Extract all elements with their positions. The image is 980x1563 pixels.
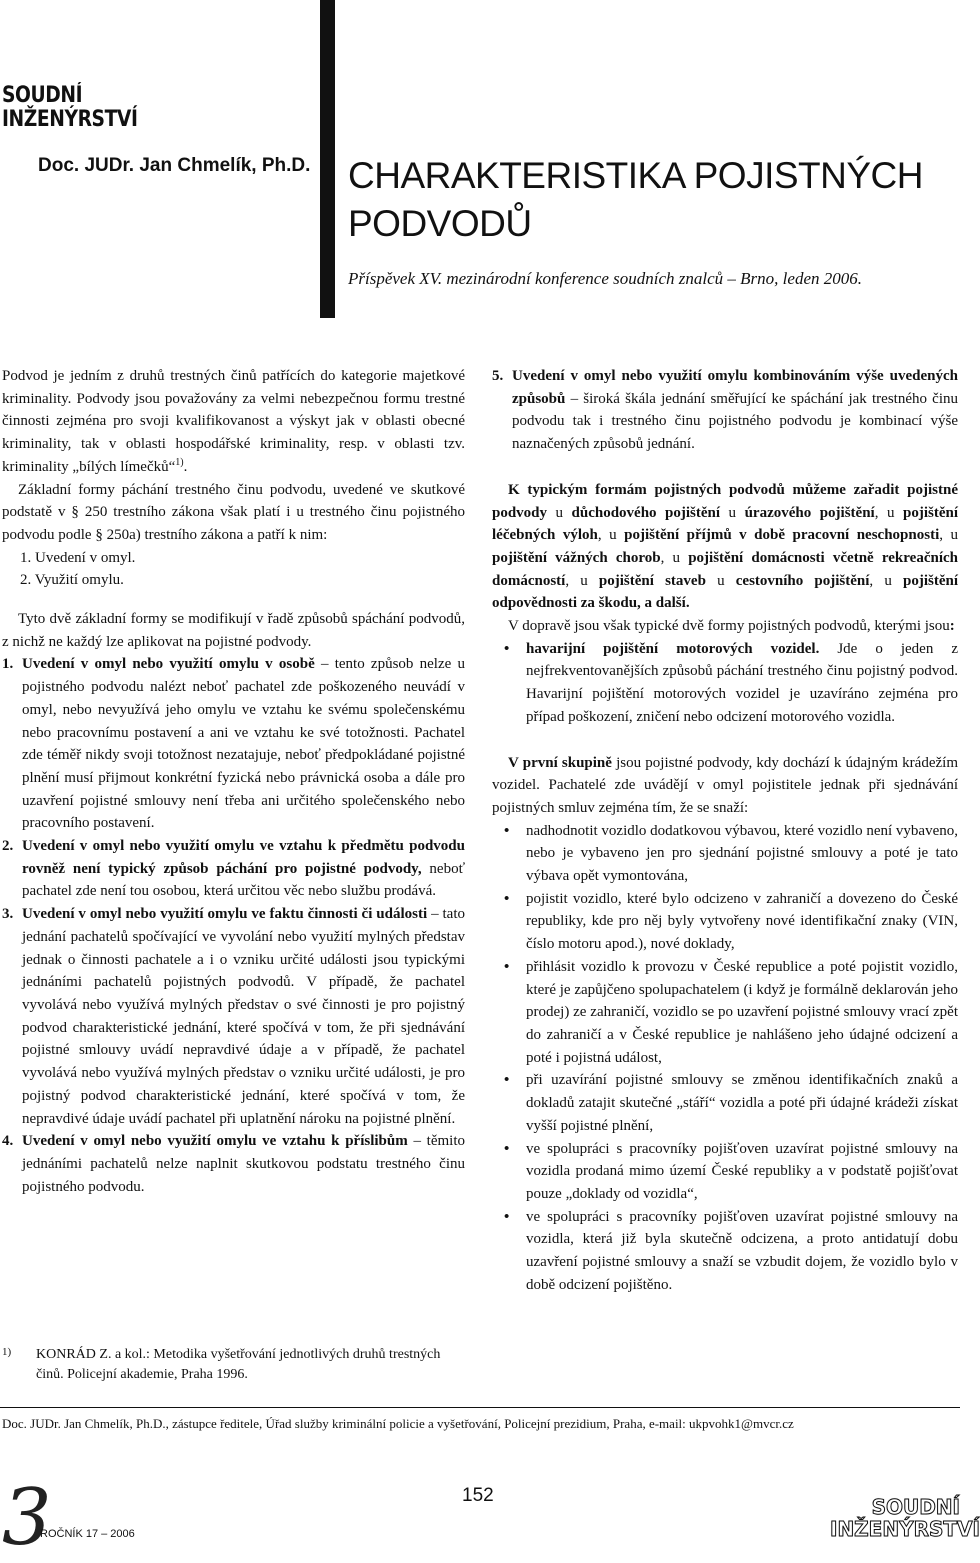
item-body: – tento způsob nelze u pojistného podvodu nalézt neboť pachatel zde poškozeného neuvádí v omyl, nebo nevyužívá jeho omylu ve vztahu ke svému společenskému nebo pracovnímu postavení a ani ve vztahu ke své totožnosti. Pachatel zde téměř nikdy svoji totožnost nezatajuje, neboť předpokládané pojistné plnění musí přijmout konkrétní fyzická nebo právnická osoba a dále pro uzavření pojistné smlouvy není třeba ani určitého společenského nebo pracovního postavení. <box>22 656 465 832</box>
list-item <box>492 1069 958 1137</box>
article-subtitle: Příspěvek XV. mezinárodní konference soudních znalců – Brno, leden 2006. <box>348 269 862 288</box>
group-text: jsou pojistné podvody, kdy dochází k údajným krádežím vozidel. Pachatelé zde uvádějí v omyl pojistitele jednak při sjednávání pojistných smluv zejména tím, že se snaží: <box>492 754 958 816</box>
bullet-icon: • <box>504 1140 510 1157</box>
intro-paragraph <box>2 365 465 479</box>
item-text <box>22 835 465 903</box>
item-number: 4. <box>2 1133 14 1150</box>
typical-form-bold: cestovního pojištění <box>735 572 870 589</box>
numbered-item-3 <box>2 903 465 1130</box>
item-number: 2. <box>2 838 14 855</box>
footnote-ref: 1) <box>175 456 184 468</box>
volume-label: ROČNÍK 17 – 2006 <box>40 1528 135 1540</box>
typical-form-text: , u <box>565 572 599 589</box>
item-number: 3. <box>2 906 14 923</box>
bullet-icon: • <box>504 958 510 975</box>
modification-paragraph: Tyto dvě základní formy se modifikují v řadě způsobů spáchání podvodů, z nichž ne každý lze aplikovat na pojistné podvody. <box>2 611 465 650</box>
intro-text: Podvod je jedním z druhů trestných činů patřících do kategorie majetkové kriminality. Podvody jsou považovány za velmi nebezpečnou formu trestné činnosti zejména pro svoji kvalifikovanost a výskyt jak v oblasti obecné kriminality, tak v oblasti hospodářské kriminality, resp. v oblasti tzv. kriminality „bílých límečků“ <box>2 368 465 475</box>
typical-form-bold: K typickým formám pojistných podvodů můžeme zařadit pojistné podvody <box>492 481 958 521</box>
item-text <box>22 1130 465 1198</box>
typical-form-bold: pojištění odpovědnosti za škodu, a další. <box>492 572 959 612</box>
bullet-text: nadhodnotit vozidlo dodatkovou výbavou, které vozidlo není vybaveno, nebo je vybaveno jen pro sjednání pojistné smlouvy a poté je tato výbava opět vymontována, <box>526 822 958 885</box>
bullet-text: ve spolupráci s pracovníky pojišťoven uzavírat pojistné smlouvy na vozidla prodaná mimo území České republiky a v podstatě pojišťovat pouze „doklady od vozidla“, <box>526 1140 958 1202</box>
transport-text: V dopravě jsou však typické dvě formy pojistných podvodů, kterými jsou <box>508 618 950 635</box>
transport-colon: : <box>949 618 955 635</box>
item-body: – tato jednání pachatelů spočívající ve vyvolání nebo využití mylných představ jednak o činnosti pachatele a i o vzniku určité události jsou typickými jednáními pachatelů pojistných podvodů. V případě, že pachatel vyvolává nebo využívá mylných představ o své činnosti je pro pojistný podvod charakteristické jednání, které spočívá v tom, že při sjednávání pojistné smlouvy uvádí nepravdivé údaje a v případě, že pachatel vyvolává nebo využívá mylných představ o vzniku určité události, je pro pojistný podvod charakteristické jednání, které spočívá v tom, že nepravdivé údaje uvádí pachatel při uplatnění nároku na pojistné plnění. <box>22 906 466 1127</box>
item-heading: Uvedení v omyl nebo využití omylu kombinováním výše uvedených způsobů <box>512 368 958 407</box>
item-number: 5. <box>492 368 504 384</box>
typical-form-text: , u <box>939 527 959 544</box>
bullet-heading: havarijní pojištění motorových vozidel. <box>526 640 820 657</box>
typical-form-text: , u <box>869 572 903 589</box>
bullet-text <box>526 638 958 729</box>
item-text <box>512 365 958 456</box>
journal-name-line2: INŽENÝRSTVÍ <box>2 107 138 132</box>
issue-number: 3 <box>2 1473 52 1563</box>
list-item <box>492 956 958 1070</box>
first-group-paragraph <box>492 752 958 820</box>
list-item: 1. Uvedení v omyl. <box>20 549 136 566</box>
bullet-text: při uzavírání pojistné smlouvy se změnou identifikačních znaků a dokladů zatajit skutečné „stáří“ vozidla a poté při údajné krádeži získat vyšší pojistné plnění, <box>526 1072 958 1134</box>
journal-footer-line1: SOUDNÍ <box>871 1495 960 1519</box>
article-title <box>348 152 948 248</box>
typical-form-text: u <box>720 504 745 521</box>
bullet-icon: • <box>504 1208 510 1225</box>
bullet-text: pojistit vozidlo, které bylo odcizeno v zahraničí a dovezeno do České republiky, kde pro něj byly vytvořeny nové identifikační znaky (VIN, číslo motoru apod.), nové doklady, <box>526 890 958 953</box>
typical-form-bold: úrazového pojištění <box>744 504 875 521</box>
vertical-divider-bar <box>320 0 335 318</box>
article-title-line2: PODVODŮ <box>348 203 532 244</box>
list-item <box>492 888 958 956</box>
item-heading: Uvedení v omyl nebo využití omylu v osobě <box>22 656 315 673</box>
article-title-line1: CHARAKTERISTIKA POJISTNÝCH <box>348 155 923 196</box>
bullet-body: Jde o jeden z nejfrekventovanějších způsobů páchání trestného činu pojistný podvod. Havarijní pojištění motorových vozidel je uzavíráno zejména pro případ poškození, zničení nebo odcizení motorového vozidla. <box>526 640 958 725</box>
item-text <box>22 653 465 835</box>
typical-form-text: , u <box>597 527 625 544</box>
journal-name-line1: SOUDNÍ <box>2 83 83 108</box>
footnote-mark: 1) <box>2 1346 12 1358</box>
typical-form-bold: pojištění vážných chorob <box>492 549 661 566</box>
typical-form-bold: pojištění staveb <box>598 572 706 589</box>
bullet-car-insurance <box>492 638 958 729</box>
numbered-item-4 <box>2 1130 465 1198</box>
typical-form-bold: pojištění léčebných výloh <box>492 504 958 544</box>
intro-text-end: . <box>183 458 188 475</box>
footer-rule <box>0 1407 960 1408</box>
author-affiliation: Doc. JUDr. Jan Chmelík, Ph.D., zástupce ředitele, Úřad služby kriminální policie a vyšetřování, Policejní prezidium, Praha, e-mail: ukpvohk1@mvcr.cz <box>2 1416 794 1431</box>
footnote <box>2 1345 468 1385</box>
typical-forms-paragraph <box>492 479 958 615</box>
journal-footer-logo <box>830 1495 980 1541</box>
typical-form-bold: pojištění příjmů v době pracovní neschopnosti <box>624 527 940 544</box>
list-item <box>492 820 958 888</box>
item-body: neboť pachatel zde není tou osobou, která určitou věc nebo službu prodává. <box>22 860 465 900</box>
numbered-item-1 <box>2 653 465 835</box>
bullet-icon: • <box>504 640 510 657</box>
typical-form-text: u <box>547 504 572 521</box>
item-heading: Uvedení v omyl nebo využití omylu ve vztahu k předmětu podvodu rovněž není typický způsob páchání pro pojistné podvody, <box>22 838 465 877</box>
bullet-text: přihlásit vozidlo k provozu v České republice a poté pojistit vozidlo, které je zapůjčeno spolupachatelem (i když je formálně deklarován jeho prodej) ze zahraničí, vozidlo se po uzavření pojistné smlouvy vrací zpět do zahraničí a v České republice je nahlášeno jeho údajné odcizení a poté i pojistná událost, <box>526 958 958 1066</box>
item-body: – široká škála jednání směřující ke spáchání jak trestného činu podvodu tak i trestného činu pojistného podvodu je kombinací výše naznačených způsobů jednání. <box>512 390 958 453</box>
list-item: 2. Využití omylu. <box>20 572 124 589</box>
bullet-icon: • <box>504 822 510 839</box>
item-text <box>22 903 465 1130</box>
typical-form-bold: pojištění domácnosti včetně rekreačních domácností <box>492 549 958 589</box>
journal-logo <box>2 84 138 132</box>
item-body: – těmito jednáními pachatelů nelze naplnit skutkovou podstatu trestného činu pojistného podvodu. <box>22 1133 465 1195</box>
page-number: 152 <box>462 1485 494 1506</box>
list-item <box>492 1138 958 1206</box>
list-item <box>492 1206 958 1297</box>
typical-form-text: u <box>705 572 736 589</box>
bullet-icon: • <box>504 890 510 907</box>
bullet-icon: • <box>504 1072 510 1089</box>
numbered-item-2 <box>2 835 465 903</box>
forms-list <box>2 547 465 592</box>
item-number: 1. <box>2 656 14 673</box>
footnote-text: KONRÁD Z. a kol.: Metodika vyšetřování jednotlivých druhů trestných činů. Policejní akademie, Praha 1996. <box>36 1347 441 1382</box>
typical-form-text: , u <box>874 504 903 521</box>
item-heading: Uvedení v omyl nebo využití omylu ve faktu činnosti či události <box>22 906 428 923</box>
left-column <box>2 365 465 1198</box>
bullet-text: ve spolupráci s pracovníky pojišťoven uzavírat pojistné smlouvy na vozidla, která již byla skutečně odcizena, a proto antidatují dobu uzavření pojistné smlouvy a snaží se vzbudit dojem, že vozidlo bylo v době odcizení pojištěno. <box>526 1208 958 1293</box>
numbered-item-5 <box>492 365 958 456</box>
typical-form-bold: důchodového pojištění <box>571 504 721 521</box>
forms-paragraph: Základní formy páchání trestného činu podvodu, uvedené ve skutkové podstatě v § 250 trestního zákona však platí i u trestného činu pojistného podvodu podle § 250a) trestního zákona a patří k nim: <box>2 481 465 543</box>
author-name: Doc. JUDr. Jan Chmelík, Ph.D. <box>38 155 311 176</box>
item-heading: Uvedení v omyl nebo využití omylu ve vztahu k příslibům <box>22 1133 408 1150</box>
typical-form-text: , u <box>660 549 689 566</box>
journal-footer-line2: INŽENÝRSTVÍ <box>830 1517 980 1541</box>
group-heading: V první skupině <box>508 754 612 771</box>
right-column <box>492 365 958 1296</box>
transport-paragraph <box>492 615 958 638</box>
